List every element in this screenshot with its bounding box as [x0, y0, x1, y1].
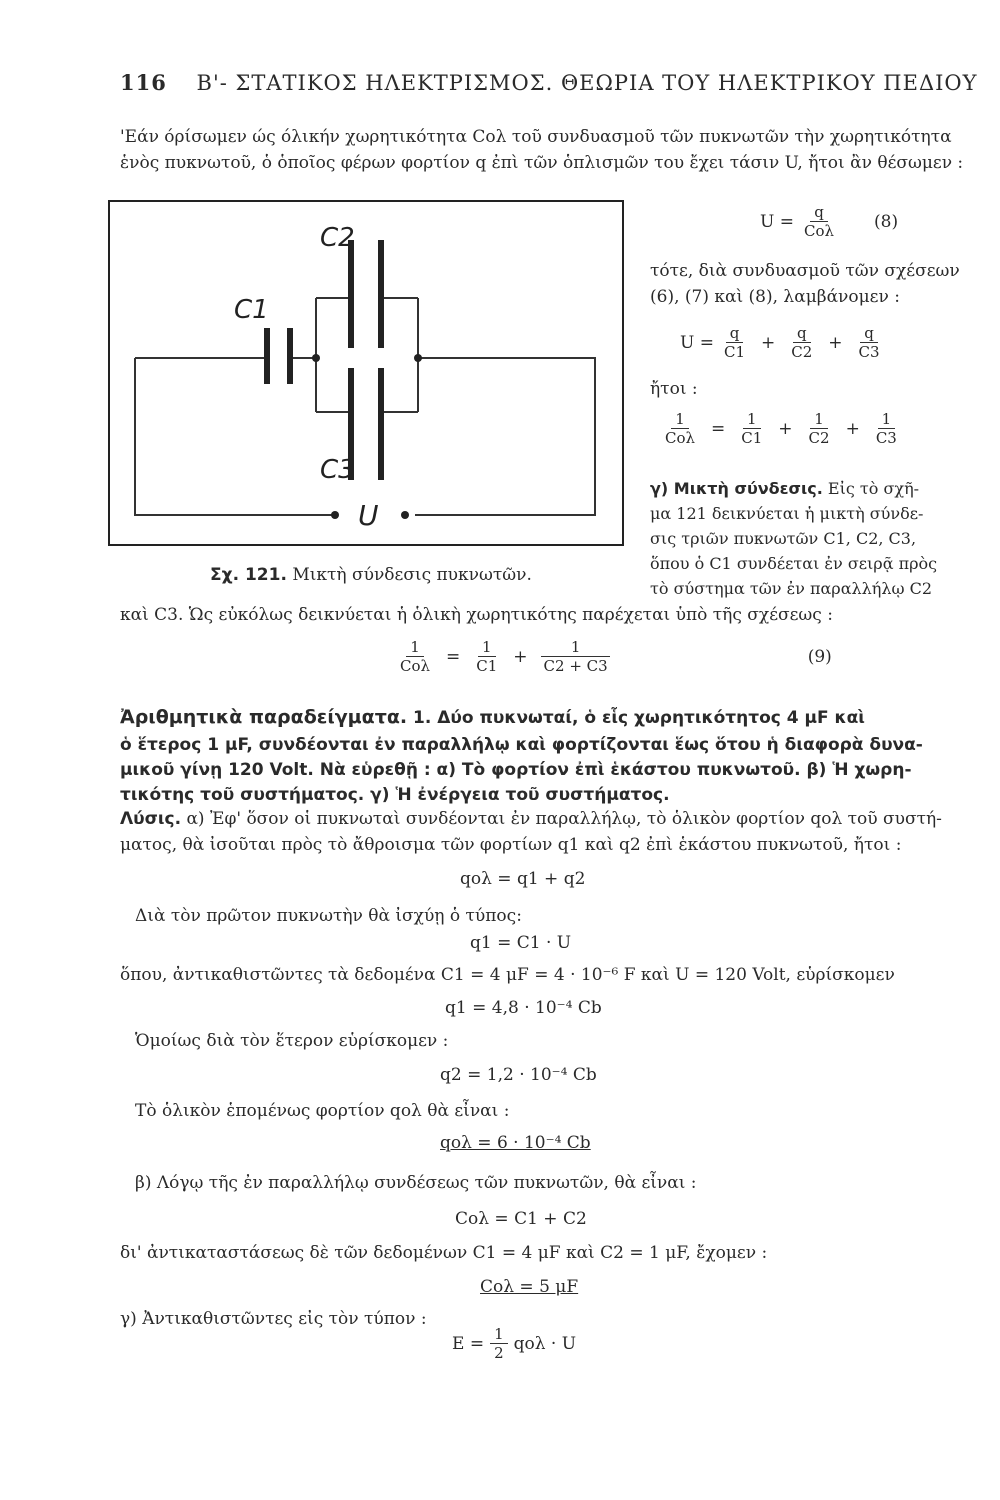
eq8-fraction: $\frac{q}{\text{Cολ}}$ — [803, 203, 834, 240]
c2-plate-b — [378, 240, 384, 348]
examples-line-4: τικότης τοῦ συστήματος. γ) Ἡ ἐνέργεια τοῦ συστήματος. — [120, 785, 670, 805]
solution-label: Λύσις. — [120, 809, 182, 829]
circuit-wires — [135, 298, 595, 515]
c3-plate-b — [378, 368, 384, 480]
equation-q2-value: q2 = 1,2 · 10⁻⁴ Cb — [440, 1065, 597, 1085]
mixed-para-line-1: γ) Μικτὴ σύνδεσις. Εἰς τὸ σχῆ- — [650, 479, 920, 498]
junction-right — [414, 354, 422, 362]
circuit-diagram — [108, 200, 628, 550]
intro-line-2: ἑνὸς πυκνωτοῦ, ὁ ὁποῖος φέρων φορτίον q ἐπὶ τῶν ὁπλισμῶν του ἔχει τάσιν U, ἤτοι ἂν θέσωμεν : — [120, 153, 964, 173]
label-c2: C2 — [320, 223, 355, 253]
equation-q1-value: q1 = 4,8 · 10⁻⁴ Cb — [445, 998, 602, 1018]
caption-number: Σχ. 121. — [210, 565, 287, 585]
figure-caption — [210, 562, 532, 588]
equation-c-value: Cολ = 5 μF — [480, 1277, 579, 1297]
mixed-title: γ) Μικτὴ σύνδεσις. — [650, 479, 823, 498]
side-text-2: (6), (7) καὶ (8), λαμβάνομεν : — [650, 287, 900, 307]
examples-line-1: Ἀριθμητικὰ παραδείγματα. 1. Δύο πυκνωταί, ὁ εἷς χωρητικότητος 4 μF καὶ — [120, 706, 865, 728]
side-itoi: ἤτοι : — [650, 379, 698, 399]
side-text-1: τότε, διὰ συνδυασμοῦ τῶν σχέσεων — [650, 261, 960, 281]
label-c1: C1 — [234, 295, 269, 325]
examples-line-3: μικοῦ γίνῃ 120 Volt. Νὰ εὑρεθῇ : α) Τὸ φορτίον ἐπὶ ἑκάστου πυκνωτοῦ. β) Ἡ χωρη- — [120, 760, 912, 780]
mixed-para-line-2: μα 121 δεικνύεται ἡ μικτὴ σύνδε- — [650, 504, 924, 523]
terminal-left — [331, 511, 339, 519]
label-c3: C3 — [320, 455, 355, 485]
page-number: 116 — [120, 70, 167, 95]
equation-qtotal-sum: qολ = q1 + q2 — [460, 869, 586, 889]
equation-inverse-sum: $\frac{1}{\text{Cολ}}$ = $\frac{1}{C1}$ + $\frac{1}{C2}$ + $\frac{1}{C3}$ — [665, 410, 897, 447]
equation-u-sum: U = $\frac{q}{C1}$ + $\frac{q}{C2}$ + $\frac{q}{C3}$ — [680, 324, 880, 361]
line-substitution-2: δι' ἀντικαταστάσεως δὲ τῶν δεδομένων C1 = 4 μF καὶ C2 = 1 μF, ἔχομεν : — [120, 1243, 768, 1263]
line-c3: καὶ C3. Ὡς εὐκόλως δεικνύεται ἡ ὁλικὴ χωρητικότης παρέχεται ὑπὸ τῆς σχέσεως : — [120, 605, 833, 625]
line-first-capacitor: Διὰ τὸν πρῶτον πυκνωτὴν θὰ ἰσχύῃ ὁ τύπος: — [135, 906, 522, 926]
equation-qtotal-value: qολ = 6 · 10⁻⁴ Cb — [440, 1133, 591, 1153]
eq8-tag: (8) — [874, 211, 899, 232]
equation-9: $\frac{1}{\text{Cολ}}$ = $\frac{1}{C1}$ + $\frac{1}{C2 + C3}$ (9) — [400, 638, 832, 675]
line-b: β) Λόγῳ τῆς ἐν παραλλήλῳ συνδέσεως τῶν πυκνωτῶν, θὰ εἶναι : — [135, 1173, 697, 1193]
label-u: U — [358, 499, 379, 532]
line-other-capacitor: Ὁμοίως διὰ τὸν ἕτερον εὑρίσκομεν : — [135, 1031, 449, 1051]
examples-line-2: ὁ ἕτερος 1 μF, συνδέονται ἐν παραλλήλῳ καὶ φορτίζονται ἕως ὅτου ἡ διαφορὰ δυνα- — [120, 735, 923, 755]
intro-line-1: 'Εάν όρίσωμεν ώς όλικήν χωρητικότητα Cολ τοῦ συνδυασμοῦ τῶν πυκνωτῶν τὴν χωρητικότητα — [120, 127, 952, 147]
mixed-para-line-3: σις τριῶν πυκνωτῶν C1, C2, C3, — [650, 529, 917, 548]
running-title: Β'- ΣΤΑΤΙΚΟΣ ΗΛΕΚΤΡΙΣΜΟΣ. ΘΕΩΡΙΑ ΤΟΥ ΗΛΕΚΤΡΙΚΟΥ ΠΕΔΙΟΥ — [196, 71, 978, 95]
eq8-lhs: U = — [760, 211, 794, 232]
equation-q1: q1 = C1 · U — [470, 933, 572, 953]
terminal-right — [401, 511, 409, 519]
solution-line-2: ματος, θὰ ἰσοῦται πρὸς τὸ ἄθροισμα τῶν φορτίων q1 καὶ q2 ἐπὶ ἑκάστου πυκνωτοῦ, ἤτοι : — [120, 835, 902, 855]
junction-left — [312, 354, 320, 362]
line-substitution: ὅπου, ἀντικαθιστῶντες τὰ δεδομένα C1 = 4 μF = 4 · 10⁻⁶ F καὶ U = 120 Volt, εὑρίσκομεν — [120, 965, 895, 985]
line-g: γ) Ἀντικαθιστῶντες εἰς τὸν τύπον : — [120, 1309, 427, 1329]
line-total-charge: Τὸ ὁλικὸν ἑπομένως φορτίον qολ θὰ εἶναι : — [135, 1101, 510, 1121]
equation-energy: E = $\frac{1}{2}$ qολ · U — [452, 1325, 577, 1362]
c1-plate-b — [287, 328, 293, 384]
mixed-para-line-4: ὅπου ὁ C1 συνδέεται ἐν σειρᾷ πρὸς — [650, 554, 938, 573]
caption-text: Μικτὴ σύνδεσις πυκνωτῶν. — [292, 565, 532, 585]
equation-c-total: Cολ = C1 + C2 — [455, 1209, 587, 1229]
capacitor-plates — [264, 240, 384, 480]
equation-8 — [760, 203, 898, 240]
figure-frame — [109, 201, 623, 545]
c2-plate-a — [348, 240, 354, 348]
eq9-tag: (9) — [807, 646, 832, 667]
page-header — [120, 70, 978, 95]
c1-plate-a — [264, 328, 270, 384]
examples-title: Ἀριθμητικὰ παραδείγματα. — [120, 706, 408, 728]
solution-line-1: Λύσις. α) Ἐφ' ὅσον οἱ πυκνωταὶ συνδέονται ἐν παραλλήλῳ, τὸ ὁλικὸν φορτίον qολ τοῦ συστή- — [120, 809, 942, 829]
mixed-para-line-5: τὸ σύστημα τῶν ἐν παραλλήλῳ C2 — [650, 579, 933, 598]
